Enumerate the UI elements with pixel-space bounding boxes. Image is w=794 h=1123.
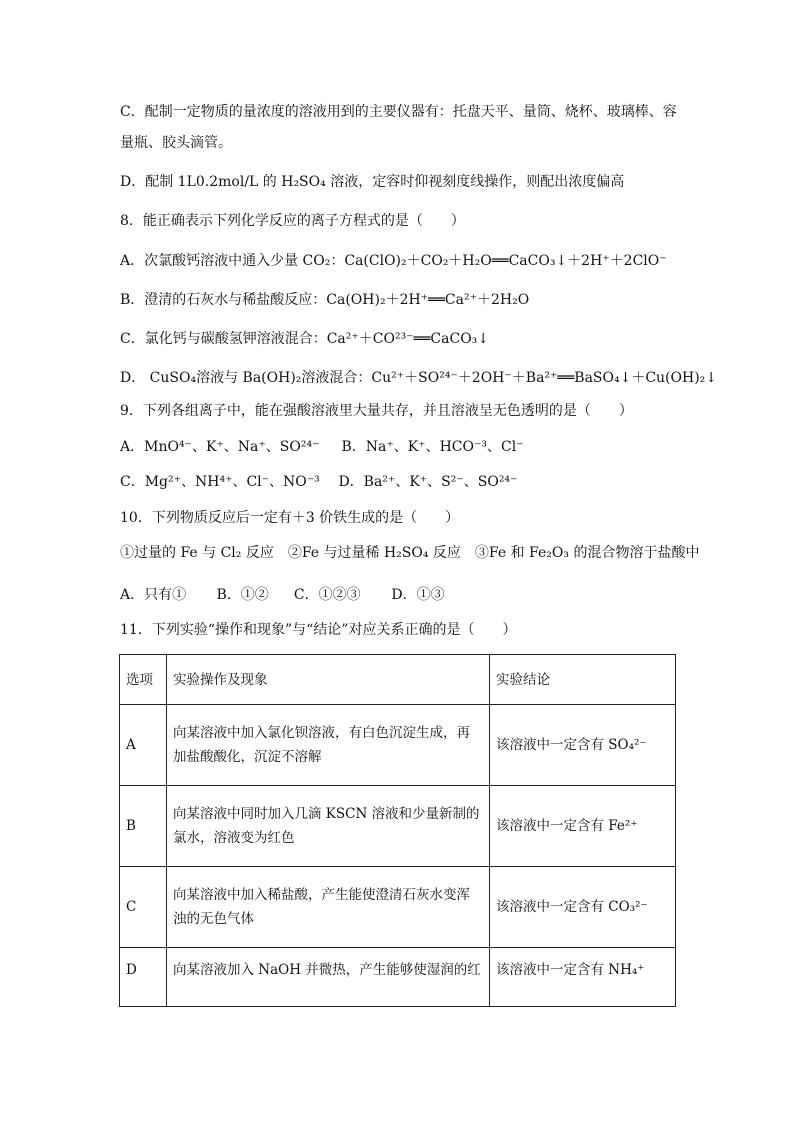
q9-option-c: C．Mg²⁺、NH⁴⁺、Cl⁻、NO⁻³ — [120, 474, 320, 490]
row-operation: 向某溶液中加入稀盐酸，产生能使澄清石灰水变浑浊的无色气体 — [167, 867, 490, 948]
q9-option-b: B．Na⁺、K⁺、HCO⁻³、Cl⁻ — [341, 439, 524, 455]
q7-option-d: D．配制 1L0.2mol/L 的 H₂SO₄ 溶液，定容时仰视刻度线操作，则配出浓度偏高 — [120, 174, 625, 190]
q9-option-d: D．Ba²⁺、K⁺、S²⁻、SO²⁴⁻ — [338, 474, 518, 490]
row-conclusion: 该溶液中一定含有 NH₄⁺ — [490, 948, 676, 1007]
q10-option-d: D．①③ — [391, 587, 445, 603]
row-conclusion: 该溶液中一定含有 CO₃²⁻ — [490, 867, 676, 948]
table-row — [120, 705, 676, 786]
q8-option-d: D． CuSO₄溶液与 Ba(OH)₂溶液混合：Cu²⁺＋SO²⁴⁻＋2OH⁻＋Ba²⁺══BaSO₄↓＋Cu(OH)₂↓ — [120, 370, 718, 386]
q9-options-row2 — [120, 472, 517, 492]
row-operation: 向某溶液加入 NaOH 并微热，产生能够使湿润的红 — [167, 948, 490, 1007]
q8-option-c: C．氯化钙与碳酸氢钾溶液混合：Ca²⁺＋CO²³⁻══CaCO₃↓ — [120, 331, 490, 347]
table-row — [120, 867, 676, 948]
row-option: D — [120, 948, 167, 1007]
table-row — [120, 948, 676, 1007]
row-conclusion: 该溶液中一定含有 SO₄²⁻ — [490, 705, 676, 786]
q7-option-c-line1: C．配制一定物质的量浓度的溶液用到的主要仪器有：托盘天平、量筒、烧杯、玻璃棒、容 — [120, 104, 677, 120]
q9-option-a: A．MnO⁴⁻、K⁺、Na⁺、SO²⁴⁻ — [120, 439, 320, 455]
row-operation: 向某溶液中加入氯化钡溶液，有白色沉淀生成，再加盐酸酸化，沉淀不溶解 — [167, 705, 490, 786]
header-operation: 实验操作及现象 — [167, 655, 490, 705]
row-conclusion: 该溶液中一定含有 Fe²⁺ — [490, 786, 676, 867]
row-option: B — [120, 786, 167, 867]
table-row — [120, 786, 676, 867]
q11-stem: 11．下列实验“操作和现象”与“结论”对应关系正确的是（ ） — [120, 622, 517, 638]
q9-stem: 9．下列各组离子中，能在强酸溶液里大量共存，并且溶液呈无色透明的是（ ） — [120, 403, 633, 419]
q8-option-b: B．澄清的石灰水与稀盐酸反应：Ca(OH)₂＋2H⁺══Ca²⁺＋2H₂O — [120, 292, 530, 308]
header-conclusion: 实验结论 — [490, 655, 676, 705]
q8-option-a: A．次氯酸钙溶液中通入少量 CO₂：Ca(ClO)₂＋CO₂＋H₂O══CaCO₃↓＋2H⁺＋2ClO⁻ — [120, 253, 667, 269]
row-option: A — [120, 705, 167, 786]
q10-statements: ①过量的 Fe 与 Cl₂ 反应 ②Fe 与过量稀 H₂SO₄ 反应 ③Fe 和 Fe₂O₃ 的混合物溶于盐酸中 — [120, 545, 700, 561]
header-option: 选项 — [120, 655, 167, 705]
q10-stem: 10．下列物质反应后一定有＋3 价铁生成的是（ ） — [120, 510, 460, 526]
q10-option-b: B．①② — [216, 587, 269, 603]
q10-option-a: A．只有① — [120, 587, 187, 603]
q8-stem: 8．能正确表示下列化学反应的离子方程式的是（ ） — [120, 213, 465, 229]
q9-options-row1 — [120, 437, 524, 457]
q10-option-c: C．①②③ — [293, 587, 361, 603]
row-operation: 向某溶液中同时加入几滴 KSCN 溶液和少量新制的氯水，溶液变为红色 — [167, 786, 490, 867]
row-option: C — [120, 867, 167, 948]
q10-options — [120, 585, 445, 605]
q7-option-c-line2: 量瓶、胶头滴管。 — [120, 135, 232, 151]
table-header-row — [120, 655, 676, 705]
q11-answer-table — [119, 654, 676, 1007]
